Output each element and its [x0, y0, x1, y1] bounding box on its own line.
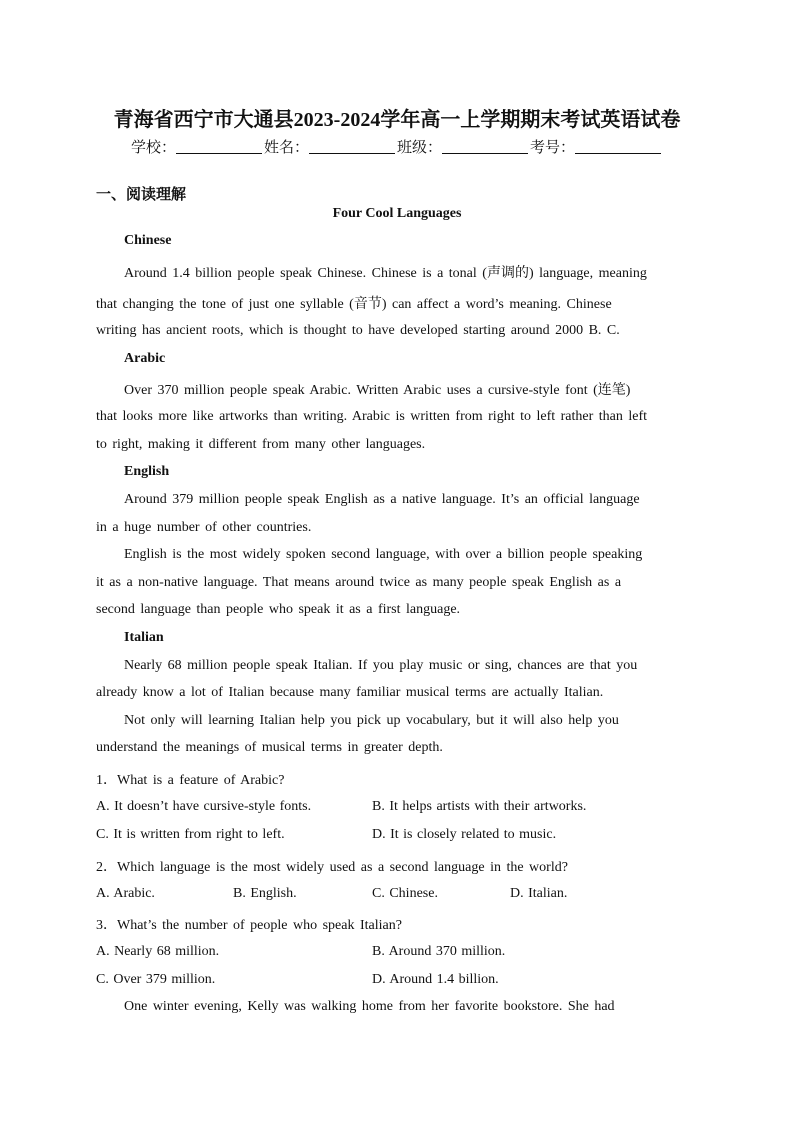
english-heading: English: [124, 464, 170, 479]
paragraph-line: in a huge number of other countries.: [96, 520, 312, 535]
paragraph-line: Over 370 million people speak Arabic. Written Arabic uses a cursive-style font (连笔): [124, 383, 631, 398]
next-passage-line: One winter evening, Kelly was walking home from her favorite bookstore. She had: [124, 999, 615, 1014]
question-2-option-b[interactable]: B. English.: [233, 886, 297, 901]
class-label: 班级：: [397, 140, 443, 156]
paragraph-line: it as a non-native language. That means around twice as many people speak English as a: [96, 575, 622, 590]
italian-heading: Italian: [124, 630, 164, 645]
question-2-option-c[interactable]: C. Chinese.: [372, 886, 438, 901]
question-1-option-d[interactable]: D. It is closely related to music.: [372, 827, 557, 842]
paragraph-line: Nearly 68 million people speak Italian. If you play music or sing, chances are that you: [124, 658, 638, 673]
page-title: 青海省西宁市大通县2023-2024学年高一上学期期末考试英语试卷: [113, 109, 681, 131]
question-1-stem: 1．What is a feature of Arabic?: [96, 773, 285, 788]
question-2-option-d[interactable]: D. Italian.: [510, 886, 568, 901]
school-label: 学校：: [130, 140, 176, 156]
question-3-option-d[interactable]: D. Around 1.4 billion.: [372, 972, 499, 987]
question-3-option-a[interactable]: A. Nearly 68 million.: [96, 944, 220, 959]
paragraph-line: to right, making it different from many other languages.: [96, 437, 426, 452]
paragraph-line: understand the meanings of musical terms in greater depth.: [96, 740, 443, 755]
question-1-option-a[interactable]: A. It doesn’t have cursive-style fonts.: [96, 799, 312, 814]
question-3-option-c[interactable]: C. Over 379 million.: [96, 972, 216, 987]
question-3-option-b[interactable]: B. Around 370 million.: [372, 944, 506, 959]
paragraph-line: writing has ancient roots, which is thought to have developed starting around 2000 B. C.: [96, 323, 620, 338]
chinese-heading: Chinese: [124, 233, 172, 248]
name-label: 姓名：: [263, 140, 309, 156]
paragraph-line: Not only will learning Italian help you pick up vocabulary, but it will also help you: [124, 713, 619, 728]
paragraph-line: already know a lot of Italian because many familiar musical terms are actually Italian.: [96, 685, 604, 700]
question-2-option-a[interactable]: A. Arabic.: [96, 886, 155, 901]
class-field[interactable]: [442, 139, 528, 154]
paragraph-line: that looks more like artworks than writing. Arabic is written from right to left rather than left: [96, 409, 648, 424]
paragraph-line: Around 379 million people speak English as a native language. It’s an official language: [124, 492, 640, 507]
question-2-stem: 2．Which language is the most widely used as a second language in the world?: [96, 860, 568, 875]
name-field[interactable]: [309, 139, 395, 154]
section-heading: 一、阅读理解: [96, 187, 187, 203]
arabic-heading: Arabic: [124, 351, 166, 366]
question-1-option-b[interactable]: B. It helps artists with their artworks.: [372, 799, 587, 814]
id-label: 考号：: [530, 140, 576, 156]
paragraph-line: English is the most widely spoken second language, with over a billion people speaking: [124, 547, 643, 562]
paragraph-line: that changing the tone of just one syllable (音节) can affect a word’s meaning. Chinese: [96, 297, 612, 312]
passage-title: Four Cool Languages: [332, 206, 462, 221]
paragraph-line: second language than people who speak it as a first language.: [96, 602, 461, 617]
paragraph-line: Around 1.4 billion people speak Chinese. Chinese is a tonal (声调的) language, meaning: [124, 266, 647, 281]
student-info-line: [0, 136, 794, 157]
question-1-option-c[interactable]: C. It is written from right to left.: [96, 827, 285, 842]
school-field[interactable]: [176, 139, 262, 154]
question-3-stem: 3．What’s the number of people who speak Italian?: [96, 918, 402, 933]
id-field[interactable]: [575, 139, 661, 154]
